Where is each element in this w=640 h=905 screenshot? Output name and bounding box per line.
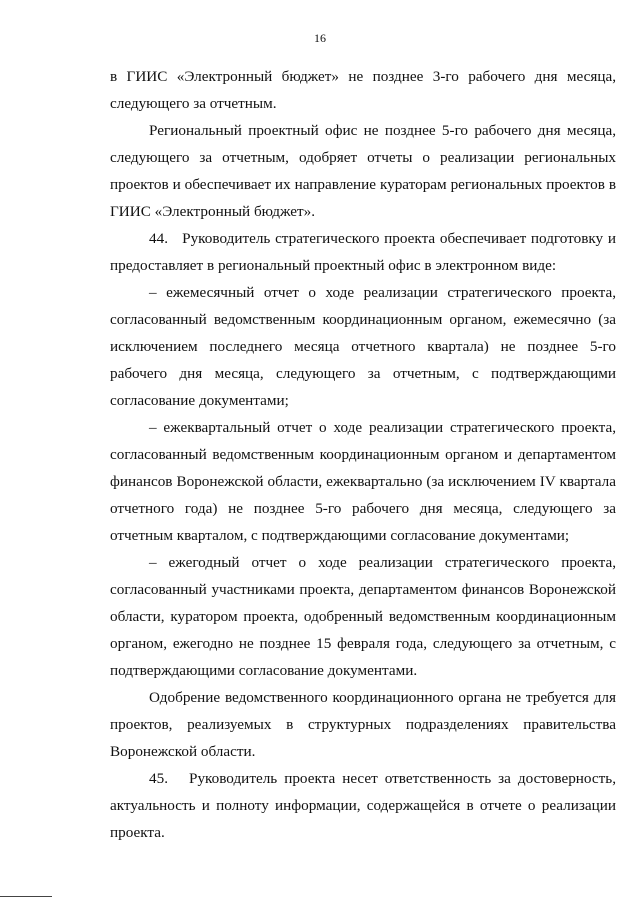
paragraph-regional-office: Региональный проектный офис не позднее 5-го рабочего дня месяца, следующего за отчетным, одобряет отчеты о реализации региональных проектов и обеспечивает их направление кураторам региональных проектов в ГИИС «Электронный бюджет». [110,122,616,220]
footer-divider [0,896,52,897]
paragraph-clause-45: 45. Руководитель проекта несет ответственность за достоверность, актуальность и полноту информации, содержащейся в отчете о реализации проекта. [110,770,616,841]
paragraph-approval-note: Одобрение ведомственного координационного органа не требуется для проектов, реализуемых в структурных подразделениях правительства Воронежской области. [110,689,616,760]
list-item-annual-report: – ежегодный отчет о ходе реализации стратегического проекта, согласованный участниками проекта, департаментом финансов Воронежской области, куратором проекта, одобренный ведомственным координационным органом, ежегодно не позднее 15 февраля года, следующего за отчетным, с подтверждающими согласование документами. [110,554,616,679]
document-body [110,63,616,846]
paragraph-clause-44: 44. Руководитель стратегического проекта обеспечивает подготовку и предоставляет в региональный проектный офис в электронном виде: [110,230,616,274]
paragraph-continuation: в ГИИС «Электронный бюджет» не позднее 3-го рабочего дня месяца, следующего за отчетным. [110,68,616,112]
page-number: 16 [314,31,326,45]
list-item-monthly-report: – ежемесячный отчет о ходе реализации стратегического проекта, согласованный ведомственным координационным органом, ежемесячно (за исключением последнего месяца отчетного квартала) не позднее 5-го рабочего дня месяца, следующего за отчетным, с подтверждающими согласование документами; [110,284,616,409]
list-item-quarterly-report: – ежеквартальный отчет о ходе реализации стратегического проекта, согласованный ведомственным координационным органом и департаментом финансов Воронежской области, ежеквартально (за исключением IV квартала отчетного года) не позднее 5-го рабочего дня месяца, следующего за отчетным кварталом, с подтверждающими согласование документами; [110,419,616,544]
